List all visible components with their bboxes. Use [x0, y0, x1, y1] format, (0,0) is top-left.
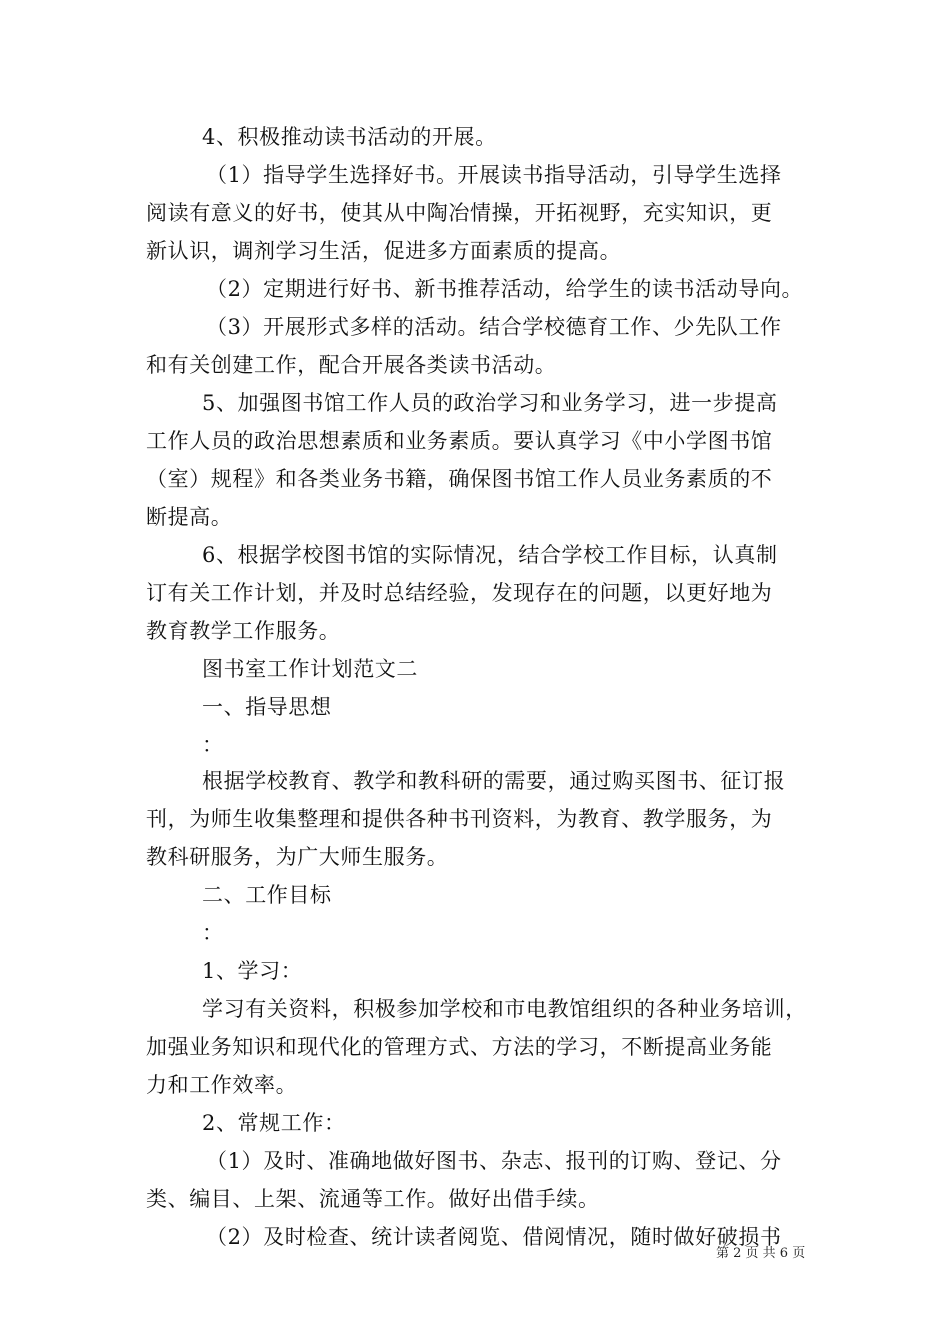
text-line: 一、指导思想 — [202, 695, 332, 719]
text-line: （2）及时检查、统计读者阅览、借阅情况，随时做好破损书 — [206, 1225, 782, 1249]
text-line: ： — [202, 733, 224, 757]
text-line: 加强业务知识和现代化的管理方式、方法的学习，不断提高业务能 — [146, 1035, 773, 1059]
text-line: 订有关工作计划，并及时总结经验，发现存在的问题，以更好地为 — [146, 581, 773, 605]
text-line: （1）及时、准确地做好图书、杂志、报刊的订购、登记、分 — [206, 1149, 782, 1173]
text-line: 2、常规工作： — [202, 1111, 346, 1135]
text-line: （1）指导学生选择好书。开展读书指导活动，引导学生选择 — [206, 163, 782, 187]
text-line: 阅读有意义的好书，使其从中陶冶情操，开拓视野，充实知识，更 — [146, 201, 773, 225]
page-number: 第 2 页 共 6 页 — [716, 1246, 806, 1261]
text-line: 二、工作目标 — [202, 883, 332, 907]
text-line: 1、学习： — [202, 959, 303, 983]
text-line: 教育教学工作服务。 — [146, 619, 341, 643]
text-line: ： — [202, 921, 224, 945]
text-line: （室）规程》和各类业务书籍，确保图书馆工作人员业务素质的不 — [146, 467, 773, 491]
text-line: （2）定期进行好书、新书推荐活动，给学生的读书活动导向。 — [206, 277, 804, 301]
text-line: （3）开展形式多样的活动。结合学校德育工作、少先队工作 — [206, 315, 782, 339]
text-line: 教科研服务，为广大师生服务。 — [146, 845, 449, 869]
text-line: 新认识，调剂学习生活，促进多方面素质的提高。 — [146, 239, 622, 263]
text-line: 4、积极推动读书活动的开展。 — [202, 125, 497, 149]
text-line: 工作人员的政治思想素质和业务素质。要认真学习《中小学图书馆 — [146, 429, 773, 453]
text-line: 学习有关资料，积极参加学校和市电教馆组织的各种业务培训， — [202, 997, 807, 1021]
text-line: 图书室工作计划范文二 — [202, 657, 418, 681]
text-line: 力和工作效率。 — [146, 1073, 298, 1097]
text-line: 和有关创建工作，配合开展各类读书活动。 — [146, 353, 557, 377]
text-line: 根据学校教育、教学和教科研的需要，通过购买图书、征订报 — [202, 769, 786, 793]
text-line: 类、编目、上架、流通等工作。做好出借手续。 — [146, 1187, 600, 1211]
text-line: 6、根据学校图书馆的实际情况，结合学校工作目标，认真制 — [202, 543, 778, 567]
text-line: 断提高。 — [146, 505, 233, 529]
text-line: 5、加强图书馆工作人员的政治学习和业务学习，进一步提高 — [202, 391, 778, 415]
text-line: 刊，为师生收集整理和提供各种书刊资料，为教育、教学服务，为 — [146, 807, 773, 831]
